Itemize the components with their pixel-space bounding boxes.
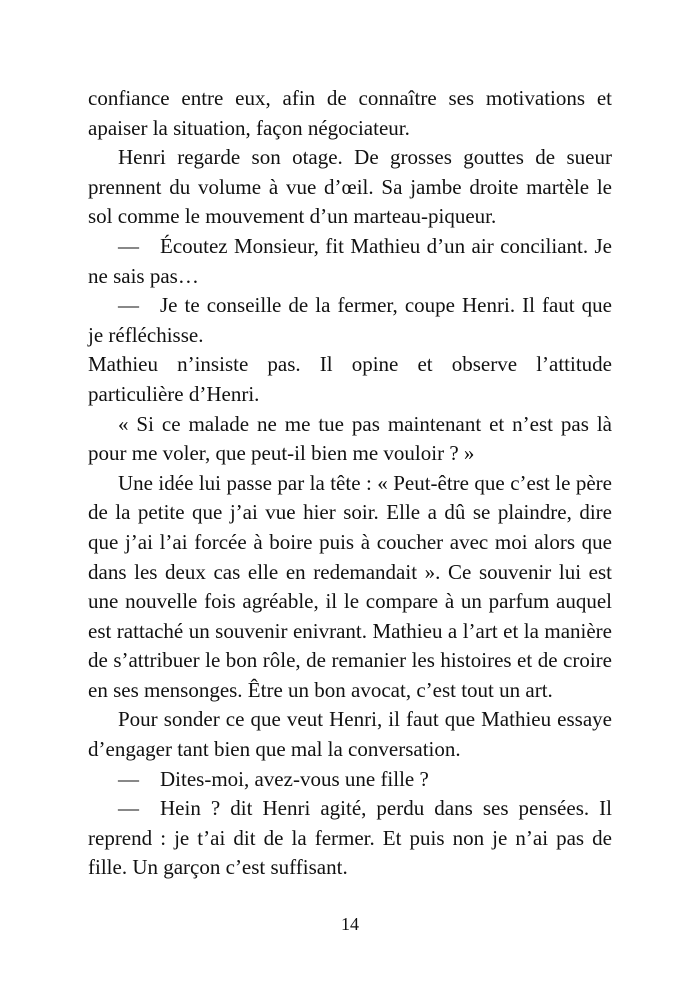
paragraph: Pour sonder ce que veut Henri, il faut que Mathieu essaye d’engager tant bien que mal la conversation. — [88, 707, 612, 762]
paragraph: « Si ce malade ne me tue pas maintenant et n’est pas là pour me voler, que peut-il bien me vouloir ? » — [88, 411, 612, 466]
dialogue-line — [88, 794, 612, 883]
dialogue-text: Écoutez Monsieur, fit Mathieu d’un air conciliant. Je ne sais pas… — [88, 233, 612, 288]
paragraph: Une idée lui passe par la tête : « Peut-être que c’est le père de la petite que j’ai vue hier soir. Elle a dû se plaindre, dire que j’ai l’ai forcée à boire puis à coucher avec moi alors que dans les deux cas elle en redemandait ». Ce souvenir lui est une nouvelle fois agréable, il le compare à un parfum auquel est rattaché un souvenir enivrant. Mathieu a l’art et la manière de s’attribuer le bon rôle, de remanier les histoires et de croire en ses mensonges. Être un bon avocat, c’est tout un art. — [88, 470, 612, 702]
dialogue-text: Hein ? dit Henri agité, perdu dans ses pensées. Il reprend : je t’ai dit de la fermer. Et puis non je n’ai pas de fille. Un garçon c’est suffisant. — [88, 796, 612, 880]
page-number: 14 — [341, 914, 359, 934]
em-dash: — — [118, 766, 139, 791]
em-dash: — — [118, 796, 139, 821]
indented-block: Mathieu n’insiste pas. Il opine et observe l’attitude particulière d’Henri. — [88, 352, 612, 406]
page-body — [88, 84, 612, 883]
em-dash: — — [118, 233, 139, 258]
paragraph: confiance entre eux, afin de connaître ses motivations et apaiser la situation, façon négociateur. — [88, 86, 612, 140]
em-dash: — — [118, 293, 139, 318]
paragraph: Henri regarde son otage. De grosses gouttes de sueur prennent du volume à vue d’œil. Sa jambe droite martèle le sol comme le mouvement d’un marteau-piqueur. — [88, 145, 612, 229]
dialogue-text: Dites-moi, avez-vous une fille ? — [160, 766, 429, 791]
dialogue-text: Je te conseille de la fermer, coupe Henri. Il faut que je réfléchisse. — [88, 293, 612, 347]
dialogue-line — [88, 232, 612, 291]
dialogue-line — [88, 765, 612, 795]
dialogue-line — [88, 291, 612, 350]
